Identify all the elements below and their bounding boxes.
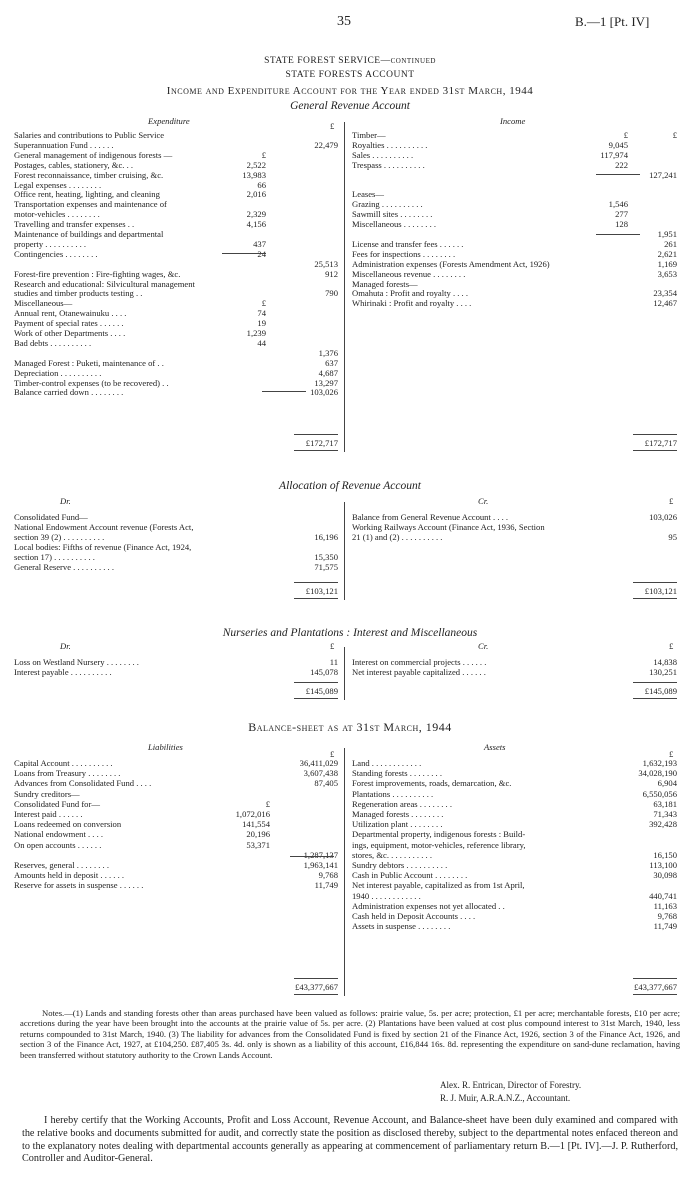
balance_sheet-right-header: Assets bbox=[484, 742, 506, 752]
right-row-label: License and transfer fees . . . . . . bbox=[352, 238, 464, 249]
audit-certificate: I hereby certify that the Working Accounts, Profit and Loss Account, Revenue Account, and Balance-sheet have been duly examined and compared with the relative books and documents submitted for audit, and correctly state the position as disclosed thereby, subject to the departmental notes enfaced thereon and to the explanatory notes dealing with departmental accounts generally as appearing at commencement of parliamentary return B.—1 [Pt. IV].—J. P. Rutherford, Controller and Auditor-General. bbox=[22, 1115, 678, 1165]
right-row-amount: 392,428 bbox=[649, 819, 677, 830]
left-row-label: Loans from Treasury . . . . . . . . bbox=[14, 768, 121, 779]
left-row-subamount: 2,016 bbox=[246, 189, 266, 200]
subtotal-rule bbox=[596, 174, 640, 175]
right-row-amount: 12,467 bbox=[653, 298, 677, 309]
left-row-label: Sundry creditors— bbox=[14, 788, 80, 799]
right-row-amount: 3,653 bbox=[657, 268, 677, 279]
left-row-label: Miscellaneous— bbox=[14, 298, 73, 309]
right-row-label: Grazing . . . . . . . . . . bbox=[352, 199, 423, 210]
left-row-label: Loss on Westland Nursery . . . . . . . . bbox=[14, 657, 139, 667]
left-row-subamount: £ bbox=[265, 798, 270, 809]
left-row-subamount: 74 bbox=[257, 308, 266, 319]
left-row-label: Interest paid . . . . . . bbox=[14, 809, 83, 819]
right-row-label: Cash held in Deposit Accounts . . . . bbox=[352, 911, 476, 921]
left-row-amount: 1,963,141 bbox=[303, 860, 338, 870]
left-row-subamount: 2,522 bbox=[246, 159, 266, 170]
balance_sheet-right-pound: £ bbox=[669, 749, 674, 759]
left-row-label: General Reserve . . . . . . . . . . bbox=[14, 561, 114, 572]
left-row-label: National endowment . . . . bbox=[14, 829, 104, 840]
balance_sheet-left-pound: £ bbox=[330, 749, 335, 759]
left-row-subamount: £ bbox=[261, 298, 266, 309]
left-total-rule bbox=[294, 582, 338, 583]
left-row-amount: 637 bbox=[325, 357, 338, 368]
right-total-underline bbox=[633, 698, 677, 699]
left-row-label: Interest payable . . . . . . . . . . bbox=[14, 666, 112, 677]
right-total-rule bbox=[633, 682, 677, 683]
general_revenue-left-header: Expenditure bbox=[148, 116, 190, 126]
left-row-amount: 11 bbox=[329, 657, 338, 667]
nurseries-divider bbox=[344, 647, 345, 700]
right-row-label: Administration expenses (Forests Amendment Act, 1926) bbox=[352, 258, 550, 269]
right-row-label: Miscellaneous . . . . . . . . bbox=[352, 219, 437, 230]
right-row-subamount: 277 bbox=[615, 209, 628, 220]
left-row-subamount: 20,196 bbox=[246, 829, 270, 840]
right-row-label: Net interest payable capitalized . . . . . . bbox=[352, 666, 486, 677]
left-row-subamount: 24 bbox=[257, 248, 266, 259]
left-row-label: section 17) . . . . . . . . . . bbox=[14, 551, 95, 562]
left-row-label: Forest-fire prevention : Fire-fighting wages, &c. bbox=[14, 268, 181, 279]
right-total-rule bbox=[633, 978, 677, 979]
right-row-label: Sawmill sites . . . . . . . . bbox=[352, 209, 433, 220]
page-ref: B.—1 [Pt. IV] bbox=[575, 14, 650, 29]
general_revenue-divider bbox=[344, 122, 345, 452]
left-row-label: Postages, cables, stationery, &c. . . bbox=[14, 159, 134, 170]
left-row-label: On open accounts . . . . . . bbox=[14, 839, 102, 850]
left-row-label: Balance carried down . . . . . . . . bbox=[14, 387, 124, 398]
left-total-rule bbox=[294, 682, 338, 683]
right-row-label: Fees for inspections . . . . . . . . bbox=[352, 248, 456, 259]
subtotal-rule bbox=[596, 234, 640, 235]
right-row-label: Omahuta : Profit and royalty . . . . bbox=[352, 288, 468, 299]
left-row-amount: 103,026 bbox=[310, 387, 338, 398]
allocation-right-pound: £ bbox=[669, 496, 674, 506]
right-row-amount: 2,621 bbox=[657, 248, 677, 259]
left-row-label: General management of indigenous forests — bbox=[14, 149, 173, 160]
left-row-label: Work of other Departments . . . . bbox=[14, 328, 126, 338]
right-total: £172,717 bbox=[644, 438, 677, 448]
right-row-amount: 113,100 bbox=[649, 860, 677, 870]
left-total-underline bbox=[294, 598, 338, 599]
left-row-label: Contingencies . . . . . . . . bbox=[14, 248, 98, 259]
left-row-subamount: 141,554 bbox=[242, 819, 270, 830]
right-total-rule bbox=[633, 582, 677, 583]
left-row-label: Reserve for assets in suspense . . . . . . bbox=[14, 880, 144, 891]
left-total-underline bbox=[294, 994, 338, 995]
left-row-label: Consolidated Fund for— bbox=[14, 798, 100, 809]
right-row-amount: 6,550,056 bbox=[642, 788, 677, 799]
left-row-label: Superannuation Fund . . . . . . bbox=[14, 139, 114, 150]
left-row-label: Capital Account . . . . . . . . . . bbox=[14, 758, 113, 768]
left-row-amount: 145,078 bbox=[310, 666, 338, 677]
right-total-underline bbox=[633, 450, 677, 451]
right-row-label: Cash in Public Account . . . . . . . . bbox=[352, 870, 468, 881]
right-row-label: Departmental property, indigenous forests : Build- bbox=[352, 829, 526, 840]
subtotal-rule bbox=[222, 253, 266, 254]
left-row-subamount: 44 bbox=[257, 337, 266, 348]
left-row-amount: 71,575 bbox=[314, 561, 338, 572]
right-row-amount: 440,741 bbox=[649, 890, 677, 901]
left-row-label: Payment of special rates . . . . . . bbox=[14, 318, 124, 329]
balance_sheet-left-header: Liabilities bbox=[148, 742, 183, 752]
left-row-label: Consolidated Fund— bbox=[14, 512, 88, 522]
general_revenue-right-header: Income bbox=[500, 116, 526, 126]
right-row-subamount: 117,974 bbox=[600, 149, 628, 160]
left-row-amount: 87,405 bbox=[314, 778, 338, 789]
left-row-subamount: 53,371 bbox=[246, 839, 270, 850]
left-row-amount: 25,513 bbox=[314, 258, 338, 269]
left-row-subamount: 437 bbox=[253, 238, 266, 249]
right-row-amount: 30,098 bbox=[653, 870, 677, 881]
left-row-subamount: 2,329 bbox=[246, 209, 266, 220]
left-row-label: Reserves, general . . . . . . . . bbox=[14, 860, 109, 870]
left-total-underline bbox=[294, 698, 338, 699]
right-row-label: Sundry debtors . . . . . . . . . . bbox=[352, 860, 448, 870]
right-row-label: Whirinaki : Profit and royalty . . . . bbox=[352, 298, 472, 309]
service-heading: STATE FOREST SERVICE—continued bbox=[264, 56, 436, 66]
allocation-heading: Allocation of Revenue Account bbox=[279, 480, 421, 492]
right-row-label: Land . . . . . . . . . . . . bbox=[352, 758, 422, 768]
left-row-label: Salaries and contributions to Public Service bbox=[14, 130, 165, 140]
right-row-subamount: 9,045 bbox=[608, 139, 628, 150]
left-row-label: Depreciation . . . . . . . . . . bbox=[14, 367, 102, 378]
right-row-label: Timber— bbox=[352, 130, 386, 140]
allocation-divider bbox=[344, 502, 345, 600]
left-row-amount: 790 bbox=[325, 288, 338, 299]
right-row-label: Trespass . . . . . . . . . . bbox=[352, 159, 425, 170]
nurseries-right-header: Cr. bbox=[478, 641, 489, 651]
left-row-label: Legal expenses . . . . . . . . bbox=[14, 179, 102, 190]
left-row-subamount: £ bbox=[261, 149, 266, 160]
right-row-label: Sales . . . . . . . . . . bbox=[352, 149, 414, 160]
left-row-amount: 13,297 bbox=[314, 377, 338, 388]
right-row-label: Assets in suspense . . . . . . . . bbox=[352, 921, 451, 932]
right-row-amount: 6,904 bbox=[657, 778, 677, 789]
left-row-label: Managed Forest : Puketi, maintenance of . . bbox=[14, 357, 164, 368]
right-row-label: Plantations . . . . . . . . . . bbox=[352, 788, 434, 799]
right-row-amount: 9,768 bbox=[657, 911, 677, 921]
left-row-amount: 22,479 bbox=[314, 139, 338, 150]
right-row-amount: 71,343 bbox=[653, 809, 677, 819]
left-row-amount: 16,196 bbox=[314, 531, 338, 542]
left-row-label: Annual rent, Otanewainuku . . . . bbox=[14, 308, 127, 319]
left-row-label: Travelling and transfer expenses . . bbox=[14, 219, 135, 230]
right-row-amount: 34,028,190 bbox=[638, 768, 677, 779]
right-row-amount: 11,163 bbox=[653, 900, 677, 911]
left-row-label: Forest reconnaissance, timber cruising, &c. bbox=[14, 169, 164, 180]
right-row-amount: 1,169 bbox=[657, 258, 677, 269]
left-row-amount: 36,411,029 bbox=[299, 758, 338, 768]
right-row-amount: 103,026 bbox=[649, 512, 677, 522]
right-row-label: Balance from General Revenue Account . . . . bbox=[352, 512, 509, 522]
left-row-amount: 9,768 bbox=[318, 870, 338, 881]
left-row-label: Transportation expenses and maintenance of bbox=[14, 199, 167, 210]
left-row-subamount: 4,156 bbox=[246, 219, 266, 230]
right-row-amount: £ bbox=[672, 130, 677, 140]
right-row-label: Leases— bbox=[352, 189, 384, 200]
allocation-left-header: Dr. bbox=[60, 496, 71, 506]
right-row-label: Net interest payable, capitalized as from 1st April, bbox=[352, 880, 525, 891]
right-row-amount: 63,181 bbox=[653, 798, 677, 809]
left-total-underline bbox=[294, 450, 338, 451]
right-row-amount: 11,749 bbox=[653, 921, 677, 932]
left-total: £103,121 bbox=[305, 586, 338, 596]
right-row-label: ings, equipment, motor-vehicles, reference library, bbox=[352, 839, 526, 850]
left-total: £172,717 bbox=[305, 438, 338, 448]
left-row-amount: 11,749 bbox=[314, 880, 338, 891]
right-total: £145,089 bbox=[644, 686, 677, 696]
left-row-amount: 912 bbox=[325, 268, 338, 279]
right-row-amount: 1,632,193 bbox=[642, 758, 677, 768]
right-row-label: Forest improvements, roads, demarcation, &c. bbox=[352, 778, 512, 789]
account-heading: STATE FORESTS ACCOUNT bbox=[285, 70, 415, 80]
balance-sheet-heading: Balance-sheet as at 31st March, 1944 bbox=[248, 720, 452, 734]
subtotal-rule bbox=[290, 856, 334, 857]
right-row-amount: 14,838 bbox=[653, 657, 677, 667]
left-row-label: Research and educational: Silvicultural management bbox=[14, 278, 195, 289]
right-row-amount: 261 bbox=[664, 238, 677, 249]
general-revenue-heading: General Revenue Account bbox=[290, 100, 410, 112]
left-row-amount: 1,287,137 bbox=[303, 849, 338, 860]
left-row-amount: 15,350 bbox=[314, 551, 338, 562]
right-row-amount: 130,251 bbox=[649, 666, 677, 677]
right-row-label: Royalties . . . . . . . . . . bbox=[352, 139, 428, 150]
balance_sheet-divider bbox=[344, 748, 345, 996]
left-row-label: motor-vehicles . . . . . . . . bbox=[14, 209, 100, 220]
left-row-label: section 39 (2) . . . . . . . . . . bbox=[14, 531, 105, 542]
right-row-amount: 23,354 bbox=[653, 288, 677, 299]
income-expenditure-heading: Income and Expenditure Account for the Year ended 31st March, 1944 bbox=[166, 85, 534, 97]
right-total-rule bbox=[633, 434, 677, 435]
right-row-label: 1940 . . . . . . . . . . . . bbox=[352, 890, 421, 901]
right-row-amount: 16,150 bbox=[653, 849, 677, 860]
page-number: 35 bbox=[337, 14, 351, 29]
left-row-amount: 1,376 bbox=[318, 347, 338, 358]
right-row-label: Interest on commercial projects . . . . . . bbox=[352, 657, 487, 667]
nurseries-left-pound: £ bbox=[330, 641, 335, 651]
left-total-rule bbox=[294, 434, 338, 435]
left-row-label: studies and timber products testing . . bbox=[14, 288, 143, 299]
right-row-label: Managed forests— bbox=[352, 278, 418, 289]
nurseries-heading: Nurseries and Plantations : Interest and Miscellaneous bbox=[222, 627, 478, 639]
left-row-amount: 4,687 bbox=[318, 367, 338, 378]
left-row-subamount: 1,239 bbox=[246, 328, 266, 338]
right-row-subamount: 222 bbox=[615, 159, 628, 170]
left-total-rule bbox=[294, 978, 338, 979]
right-row-amount: 127,241 bbox=[649, 169, 677, 180]
left-row-subamount: 19 bbox=[257, 318, 266, 329]
left-total: £145,089 bbox=[305, 686, 338, 696]
left-row-subamount: 13,983 bbox=[242, 169, 266, 180]
right-row-subamount: 128 bbox=[615, 219, 628, 230]
right-total: £103,121 bbox=[644, 586, 677, 596]
left-row-label: Office rent, heating, lighting, and cleaning bbox=[14, 189, 160, 200]
left-row-label: Advances from Consolidated Fund . . . . bbox=[14, 778, 152, 789]
left-row-label: property . . . . . . . . . . bbox=[14, 238, 87, 249]
right-row-label: Working Railways Account (Finance Act, 1936, Section bbox=[352, 521, 545, 532]
right-row-label: stores, &c. . . . . . . . . . . bbox=[352, 849, 432, 860]
right-total-underline bbox=[633, 598, 677, 599]
right-row-subamount: 1,546 bbox=[608, 199, 628, 210]
right-row-label: Administration expenses not yet allocated . . bbox=[352, 900, 505, 911]
general_revenue-left-pound: £ bbox=[330, 121, 335, 131]
allocation-right-header: Cr. bbox=[478, 496, 489, 506]
left-row-label: Maintenance of buildings and departmental bbox=[14, 229, 164, 239]
right-row-label: Utilization plant . . . . . . . . bbox=[352, 819, 443, 830]
right-row-label: Standing forests . . . . . . . . bbox=[352, 768, 442, 779]
left-total: £43,377,667 bbox=[295, 982, 338, 992]
left-row-label: Timber-control expenses (to be recovered) . . bbox=[14, 377, 169, 388]
right-row-label: Managed forests . . . . . . . . bbox=[352, 809, 444, 819]
left-row-subamount: 1,072,016 bbox=[235, 809, 270, 819]
right-row-amount: 95 bbox=[668, 531, 677, 542]
right-total: £43,377,667 bbox=[634, 982, 677, 992]
left-row-label: Local bodies: Fifths of revenue (Finance Act, 1924, bbox=[14, 541, 192, 552]
left-row-label: Loans redeemed on conversion bbox=[14, 819, 122, 830]
nurseries-right-pound: £ bbox=[669, 641, 674, 651]
right-row-label: Miscellaneous revenue . . . . . . . . bbox=[352, 268, 466, 279]
left-row-amount: 3,607,438 bbox=[303, 768, 338, 779]
notes-paragraph: Notes.—(1) Lands and standing forests other than areas purchased have been valued as follows: prairie value, 5s. per acre; protection, £1 per acre; merchantable forests, £10 per acre; accretions during the year have been brought into the accounts at the prairie value of 5s. per acre. (2) Plantations have been valued at cost plus compound interest to 31st March, 1940, less returns compounded to 31st March, 1940. (3) The liability for advances from the Consolidated Fund is fixed by section 21 of the Finance Act, 1926, section 3 of the Finance Act, 1926, and section 3 of the Finance Act, 1927, at £104,250. £87,405 3s. 4d. only is shown as a liability of this account, £16,844 16s. 8d. representing the expenditure on sand-dune reclamation, having been transferred without statutory authority to the Crown Lands Account. bbox=[20, 1008, 680, 1060]
left-row-label: National Endowment Account revenue (Forests Act, bbox=[14, 521, 194, 532]
accountant-signature: R. J. Muir, A.R.A.N.Z., Accountant. bbox=[440, 1093, 571, 1103]
right-total-underline bbox=[633, 994, 677, 995]
left-row-label: Amounts held in deposit . . . . . . bbox=[14, 870, 125, 881]
right-row-amount: 1,951 bbox=[657, 229, 677, 239]
right-row-label: Regeneration areas . . . . . . . . bbox=[352, 798, 452, 809]
left-row-subamount: 66 bbox=[257, 179, 266, 190]
subtotal-rule bbox=[262, 391, 306, 392]
left-row-label: Bad debts . . . . . . . . . . bbox=[14, 337, 92, 348]
right-row-subamount: £ bbox=[623, 130, 628, 140]
nurseries-left-header: Dr. bbox=[60, 641, 71, 651]
director-signature: Alex. R. Entrican, Director of Forestry. bbox=[440, 1080, 582, 1090]
right-row-label: 21 (1) and (2) . . . . . . . . . . bbox=[352, 531, 443, 542]
